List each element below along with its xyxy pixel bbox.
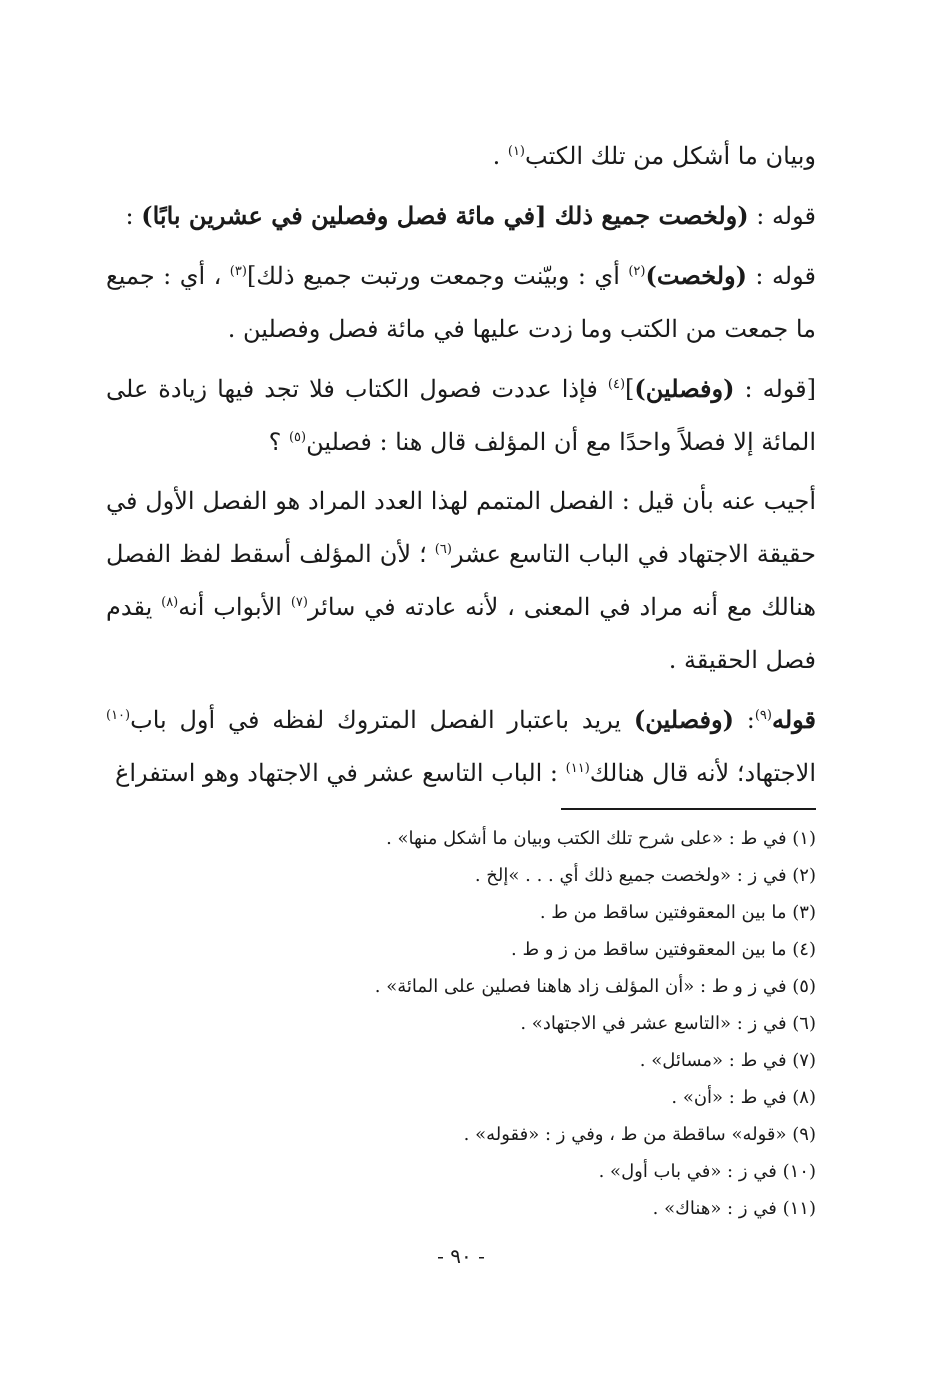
footnote-item: (١٠) في ز : «في باب أول» .: [598, 1161, 816, 1182]
footnote-ref[interactable]: (٥): [288, 430, 307, 445]
footnote-ref[interactable]: (٩): [754, 708, 772, 723]
footnote-item: (١) في ط : «على شرح تلك الكتب وبيان ما أشكل منها» .: [386, 828, 816, 849]
footnote-item: (٤) ما بين المعقوفتين ساقط من ز و ط .: [511, 939, 816, 960]
footnote-item: (٩) «قوله» ساقطة من ط ، وفي ز : «فقوله» .: [463, 1124, 816, 1145]
footnote-item: (٦) في ز : «التاسع عشر في الاجتهاد» .: [520, 1013, 816, 1034]
paragraph-text: الأبواب أنه: [178, 593, 291, 621]
paragraph-2: [106, 189, 816, 243]
paragraph-text: .: [492, 142, 508, 170]
footnote-item: (٧) في ط : «مسائل» .: [639, 1050, 816, 1071]
paragraph-4: [106, 362, 816, 469]
page-number: - ٩٠ -: [437, 1244, 485, 1268]
footnote-item: (١١) في ز : «هناك» .: [652, 1198, 816, 1219]
paragraph-5: [106, 475, 816, 687]
paragraph-text: قوله :: [746, 262, 816, 290]
footnote-ref[interactable]: (٤): [607, 377, 626, 392]
paragraph-text: ؛ لأن المؤلف أسقط لفظ الفصل هنالك مع أنه مراد في المعنى ، لأنه عادته في سائر: [106, 540, 817, 621]
quoted-text: (وفصلين): [634, 374, 735, 403]
paragraph-text: [قوله :: [734, 375, 816, 403]
paragraph-text: يريد باعتبار الفصل المتروك لفظه في أول باب: [130, 706, 634, 734]
footnote-ref[interactable]: (١): [507, 144, 525, 159]
paragraph-3: [106, 249, 816, 356]
paragraph-text: ، أي : جميع ما جمعت من الكتب وما زدت عليها في مائة فصل وفصلين .: [106, 262, 816, 343]
footnote-list: [106, 820, 816, 1227]
paragraph-text: أي : وبيّنت وجمعت ورتبت جميع ذلك]: [246, 262, 629, 290]
quoted-text: (وفصلين): [633, 705, 734, 734]
quoted-text: قوله: [771, 705, 817, 734]
footnote-ref[interactable]: (٦): [434, 542, 452, 557]
document-page: [106, 130, 816, 1290]
footnote-ref[interactable]: (٨): [161, 595, 179, 610]
footnote-ref[interactable]: (١٠): [106, 708, 131, 723]
footnote-ref[interactable]: (١١): [565, 761, 590, 776]
paragraph-6: [106, 693, 816, 800]
paragraph-text: : الباب التاسع عشر في الاجتهاد وهو استفراغ: [115, 759, 566, 787]
paragraph-text: قوله :: [748, 202, 816, 230]
paragraph-text: وبيان ما أشكل من تلك الكتب: [525, 142, 816, 170]
footnote-ref[interactable]: (٧): [290, 595, 308, 610]
footnote-ref[interactable]: (٢): [628, 264, 646, 279]
footnote-divider: [561, 808, 816, 810]
footnote-item: (٣) ما بين المعقوفتين ساقط من ط .: [539, 902, 816, 923]
quoted-text: (ولخصت): [645, 261, 747, 290]
paragraph-text: :: [733, 706, 755, 734]
paragraph-text: أجيب عنه بأن قيل : الفصل المتمم لهذا العدد المراد هو الفصل الأول في حقيقة الاجتهاد في الباب التاسع عشر: [106, 487, 816, 568]
quoted-text: (ولخصت جميع ذلك [في مائة فصل وفصلين في عشرين بابًا): [141, 201, 749, 230]
footnote-ref[interactable]: (٣): [229, 264, 247, 279]
paragraph-text: :: [125, 202, 142, 230]
paragraph-1: [106, 130, 816, 183]
paragraph-text: ؟: [268, 428, 289, 456]
footnote-item: (٥) في ز و ط : «أن المؤلف زاد هاهنا فصلين على المائة» .: [374, 976, 816, 997]
footnote-item: (٨) في ط : «أن» .: [671, 1087, 816, 1108]
paragraph-text: ]: [625, 375, 635, 403]
paragraph-text: فإذا عددت فصول الكتاب فلا تجد فيها زيادة على المائة إلا فصلاً واحدًا مع أن المؤلف قال هنا : فصلين: [106, 375, 816, 456]
paragraph-text: يقدم فصل الحقيقة .: [106, 593, 816, 674]
paragraph-text: الاجتهاد؛ لأنه قال هنالك: [589, 759, 816, 787]
footnote-item: (٢) في ز : «ولخصت جميع ذلك أي . . . »إلخ .: [474, 865, 816, 886]
